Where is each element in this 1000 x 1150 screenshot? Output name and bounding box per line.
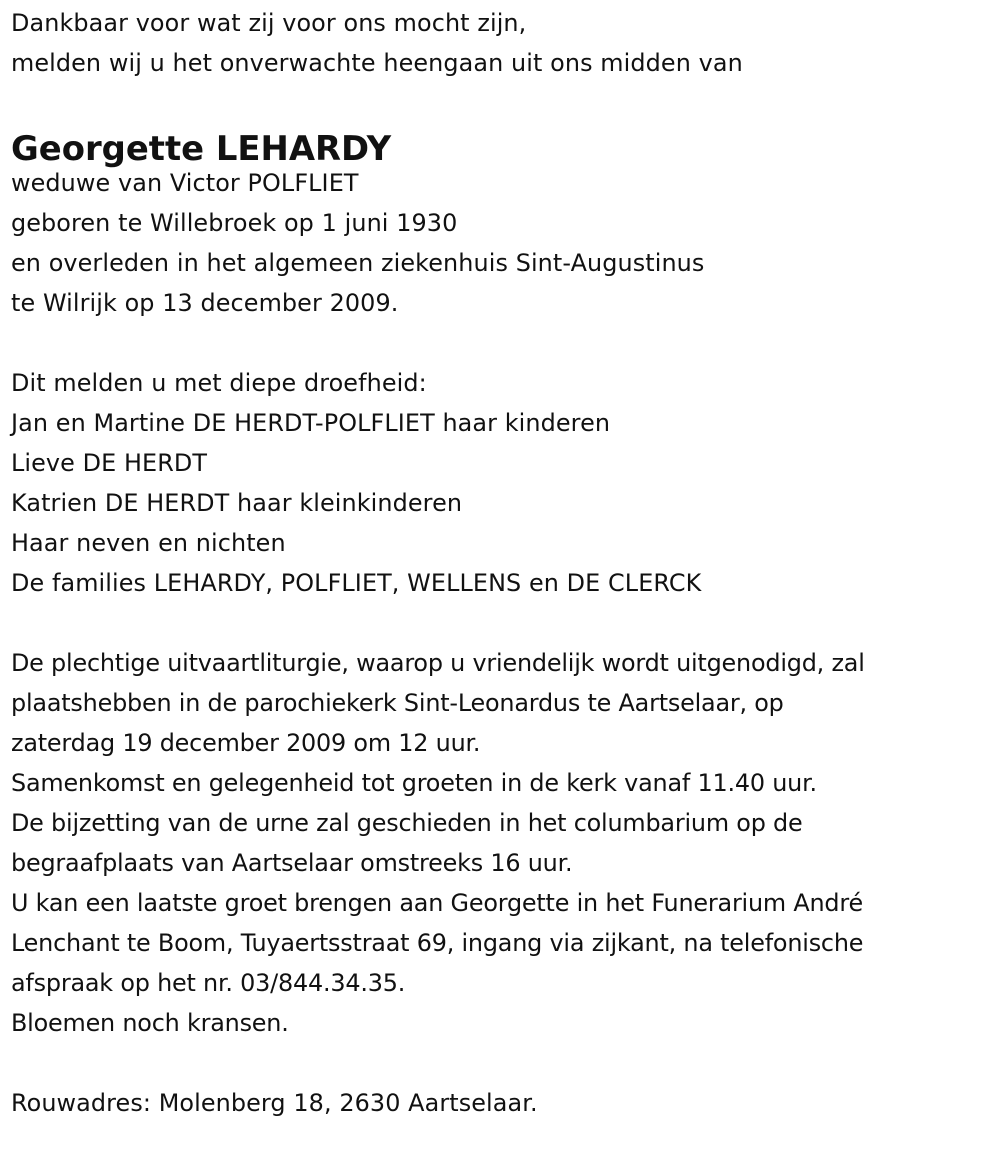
intro-line: melden wij u het onverwachte heengaan uit ons midden van — [11, 49, 743, 77]
ceremony-line: plaatshebben in de parochiekerk Sint-Leonardus te Aartselaar, op — [11, 689, 784, 717]
ceremony-line: afspraak op het nr. 03/844.34.35. — [11, 969, 406, 997]
mourner-line: Lieve DE HERDT — [11, 449, 208, 477]
detail-line: en overleden in het algemeen ziekenhuis Sint-Augustinus — [11, 249, 705, 277]
mourners-heading: Dit melden u met diepe droefheid: — [11, 369, 427, 397]
spacer — [11, 1043, 996, 1083]
ceremony-line: De bijzetting van de urne zal geschieden in het columbarium op de — [11, 809, 803, 837]
ceremony-line: zaterdag 19 december 2009 om 12 uur. — [11, 729, 481, 757]
spacer — [11, 323, 996, 363]
ceremony-line: Samenkomst en gelegenheid tot groeten in de kerk vanaf 11.40 uur. — [11, 769, 817, 797]
spacer — [11, 603, 996, 643]
ceremony-line: begraafplaats van Aartselaar omstreeks 16 uur. — [11, 849, 573, 877]
ceremony-line: U kan een laatste groet brengen aan Georgette in het Funerarium André — [11, 889, 863, 917]
deceased-name: Georgette LEHARDY — [11, 129, 392, 168]
intro-line: Dankbaar voor wat zij voor ons mocht zijn, — [11, 9, 527, 37]
address-section — [11, 1083, 996, 1123]
detail-line: te Wilrijk op 13 december 2009. — [11, 289, 399, 317]
mourning-address: Rouwadres: Molenberg 18, 2630 Aartselaar. — [11, 1089, 538, 1117]
ceremony-line: Lenchant te Boom, Tuyaertsstraat 69, ingang via zijkant, na telefonische — [11, 929, 864, 957]
mourners-section — [11, 363, 996, 603]
ceremony-line: De plechtige uitvaartliturgie, waarop u vriendelijk wordt uitgenodigd, zal — [11, 649, 865, 677]
ceremony-line: Bloemen noch kransen. — [11, 1009, 289, 1037]
deceased-details — [11, 163, 996, 323]
mourner-line: De families LEHARDY, POLFLIET, WELLENS en DE CLERCK — [11, 569, 702, 597]
mourner-line: Jan en Martine DE HERDT-POLFLIET haar kinderen — [11, 409, 611, 437]
mourner-line: Haar neven en nichten — [11, 529, 286, 557]
intro-section — [11, 3, 996, 83]
mourner-line: Katrien DE HERDT haar kleinkinderen — [11, 489, 463, 517]
detail-line: weduwe van Victor POLFLIET — [11, 169, 359, 197]
detail-line: geboren te Willebroek op 1 juni 1930 — [11, 209, 458, 237]
ceremony-section — [11, 643, 996, 1043]
obituary-notice — [11, 3, 996, 1123]
